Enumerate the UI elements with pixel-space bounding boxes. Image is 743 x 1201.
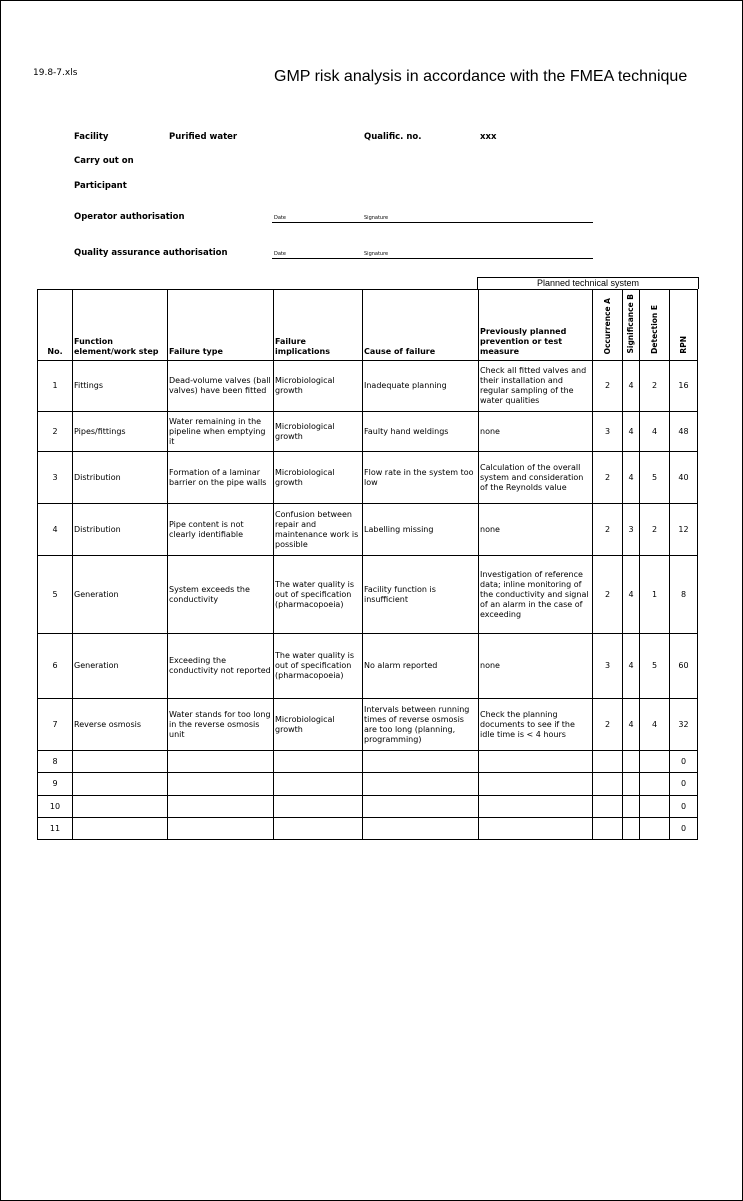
cell-prevention: none — [479, 634, 593, 699]
cell-occurrence — [593, 818, 623, 840]
cell-cause: Facility function is insufficient — [363, 556, 479, 634]
cell-prevention: Calculation of the overall system and consideration of the Reynolds value — [479, 452, 593, 504]
cell-occurrence — [593, 796, 623, 818]
header-occurrence: Occurrence A — [593, 290, 623, 361]
header-significance: Significance B — [623, 290, 640, 361]
header-function: Function element/work step — [73, 290, 168, 361]
cell-no: 2 — [38, 412, 73, 452]
operator-signature-line — [272, 222, 593, 223]
cell-function — [73, 796, 168, 818]
cell-implications: Microbiological growth — [274, 361, 363, 412]
cell-occurrence: 2 — [593, 699, 623, 751]
page-title: GMP risk analysis in accordance with the FMEA technique — [274, 68, 688, 85]
table-row — [38, 556, 698, 634]
qa-authorisation-label: Quality assurance authorisation — [74, 248, 228, 258]
cell-detection: 4 — [640, 699, 670, 751]
cell-failure-type — [168, 751, 274, 773]
operator-authorisation-label: Operator authorisation — [74, 212, 185, 222]
cell-rpn: 8 — [670, 556, 698, 634]
cell-prevention: Check all fitted valves and their installation and regular sampling of the water qualities — [479, 361, 593, 412]
cell-occurrence: 2 — [593, 361, 623, 412]
header-no: No. — [38, 290, 73, 361]
cell-rpn: 0 — [670, 818, 698, 840]
cell-significance — [623, 818, 640, 840]
cell-implications: Microbiological growth — [274, 452, 363, 504]
cell-prevention — [479, 796, 593, 818]
cell-failure-type: Exceeding the conductivity not reported — [168, 634, 274, 699]
cell-occurrence: 2 — [593, 452, 623, 504]
cell-cause — [363, 773, 479, 796]
cell-function: Fittings — [73, 361, 168, 412]
cell-detection — [640, 796, 670, 818]
table-header-row — [38, 290, 698, 361]
cell-significance: 3 — [623, 504, 640, 556]
cell-implications — [274, 751, 363, 773]
cell-failure-type — [168, 773, 274, 796]
cell-detection: 2 — [640, 504, 670, 556]
cell-implications: The water quality is out of specification (pharmacopoeia) — [274, 556, 363, 634]
qualific-value: xxx — [480, 132, 497, 142]
cell-detection: 1 — [640, 556, 670, 634]
cell-cause: Inadequate planning — [363, 361, 479, 412]
cell-no: 11 — [38, 818, 73, 840]
cell-occurrence: 3 — [593, 412, 623, 452]
header-failure-implications: Failure implications — [274, 290, 363, 361]
cell-implications — [274, 818, 363, 840]
cell-implications — [274, 796, 363, 818]
fmea-table — [37, 289, 698, 840]
cell-cause: Faulty hand weldings — [363, 412, 479, 452]
cell-function: Reverse osmosis — [73, 699, 168, 751]
qa-signature-line — [272, 258, 593, 259]
cell-prevention: none — [479, 504, 593, 556]
cell-cause: Intervals between running times of reverse osmosis are too long (planning, programming) — [363, 699, 479, 751]
cell-no: 6 — [38, 634, 73, 699]
cell-detection: 4 — [640, 412, 670, 452]
cell-function — [73, 773, 168, 796]
cell-occurrence — [593, 773, 623, 796]
cell-detection: 5 — [640, 452, 670, 504]
cell-prevention: Check the planning documents to see if the idle time is < 4 hours — [479, 699, 593, 751]
cell-failure-type: Formation of a laminar barrier on the pipe walls — [168, 452, 274, 504]
cell-function: Distribution — [73, 504, 168, 556]
cell-rpn: 16 — [670, 361, 698, 412]
header-detection: Detection E — [640, 290, 670, 361]
table-row — [38, 634, 698, 699]
cell-detection: 5 — [640, 634, 670, 699]
cell-no: 1 — [38, 361, 73, 412]
table-row — [38, 699, 698, 751]
planned-technical-system-header: Planned technical system — [477, 277, 699, 289]
cell-significance: 4 — [623, 634, 640, 699]
cell-occurrence: 2 — [593, 504, 623, 556]
carry-out-label: Carry out on — [74, 156, 134, 166]
cell-rpn: 12 — [670, 504, 698, 556]
cell-no: 5 — [38, 556, 73, 634]
cell-implications: Microbiological growth — [274, 699, 363, 751]
cell-significance — [623, 751, 640, 773]
cell-significance: 4 — [623, 412, 640, 452]
facility-label: Facility — [74, 132, 109, 142]
cell-failure-type — [168, 796, 274, 818]
table-row — [38, 361, 698, 412]
cell-failure-type — [168, 818, 274, 840]
header-failure-type: Failure type — [168, 290, 274, 361]
cell-occurrence: 3 — [593, 634, 623, 699]
cell-detection — [640, 773, 670, 796]
cell-rpn: 60 — [670, 634, 698, 699]
header-prevention: Previously planned prevention or test measure — [479, 290, 593, 361]
cell-cause — [363, 796, 479, 818]
cell-cause: Labelling missing — [363, 504, 479, 556]
cell-function: Generation — [73, 556, 168, 634]
cell-rpn: 0 — [670, 796, 698, 818]
cell-significance — [623, 773, 640, 796]
cell-failure-type: Pipe content is not clearly identifiable — [168, 504, 274, 556]
cell-no: 9 — [38, 773, 73, 796]
cell-prevention — [479, 751, 593, 773]
cell-function — [73, 751, 168, 773]
cell-implications — [274, 773, 363, 796]
cell-cause: No alarm reported — [363, 634, 479, 699]
cell-cause — [363, 751, 479, 773]
cell-significance: 4 — [623, 361, 640, 412]
cell-failure-type: Dead-volume valves (ball valves) have been fitted — [168, 361, 274, 412]
cell-no: 7 — [38, 699, 73, 751]
cell-function: Pipes/fittings — [73, 412, 168, 452]
cell-significance: 4 — [623, 452, 640, 504]
operator-date-label: Date — [274, 215, 286, 221]
participant-label: Participant — [74, 181, 127, 191]
cell-cause — [363, 818, 479, 840]
table-row — [38, 796, 698, 818]
doc-id: 19.8-7.xls — [33, 68, 78, 78]
cell-detection — [640, 818, 670, 840]
cell-detection — [640, 751, 670, 773]
cell-failure-type: System exceeds the conductivity — [168, 556, 274, 634]
cell-no: 8 — [38, 751, 73, 773]
cell-prevention — [479, 773, 593, 796]
cell-significance: 4 — [623, 556, 640, 634]
cell-occurrence — [593, 751, 623, 773]
cell-implications: Confusion between repair and maintenance work is possible — [274, 504, 363, 556]
table-row — [38, 452, 698, 504]
cell-no: 10 — [38, 796, 73, 818]
cell-function: Generation — [73, 634, 168, 699]
cell-prevention: none — [479, 412, 593, 452]
cell-implications: The water quality is out of specification (pharmacopoeia) — [274, 634, 363, 699]
cell-detection: 2 — [640, 361, 670, 412]
facility-value: Purified water — [169, 132, 238, 142]
table-row — [38, 818, 698, 840]
table-row — [38, 773, 698, 796]
cell-cause: Flow rate in the system too low — [363, 452, 479, 504]
header-rpn: RPN — [670, 290, 698, 361]
cell-no: 3 — [38, 452, 73, 504]
table-row — [38, 412, 698, 452]
cell-rpn: 32 — [670, 699, 698, 751]
cell-rpn: 0 — [670, 773, 698, 796]
header-cause: Cause of failure — [363, 290, 479, 361]
cell-rpn: 48 — [670, 412, 698, 452]
operator-signature-label: Signature — [364, 215, 389, 221]
cell-prevention: Investigation of reference data; inline monitoring of the conductivity and signal of an alarm in the case of exceeding — [479, 556, 593, 634]
table-row — [38, 751, 698, 773]
cell-function — [73, 818, 168, 840]
cell-occurrence: 2 — [593, 556, 623, 634]
cell-prevention — [479, 818, 593, 840]
cell-implications: Microbiological growth — [274, 412, 363, 452]
cell-function: Distribution — [73, 452, 168, 504]
qa-signature-label: Signature — [364, 251, 389, 257]
cell-rpn: 0 — [670, 751, 698, 773]
cell-failure-type: Water remaining in the pipeline when emptying it — [168, 412, 274, 452]
cell-failure-type: Water stands for too long in the reverse osmosis unit — [168, 699, 274, 751]
qualific-label: Qualific. no. — [364, 132, 422, 142]
cell-no: 4 — [38, 504, 73, 556]
qa-date-label: Date — [274, 251, 286, 257]
cell-rpn: 40 — [670, 452, 698, 504]
table-row — [38, 504, 698, 556]
cell-significance: 4 — [623, 699, 640, 751]
cell-significance — [623, 796, 640, 818]
